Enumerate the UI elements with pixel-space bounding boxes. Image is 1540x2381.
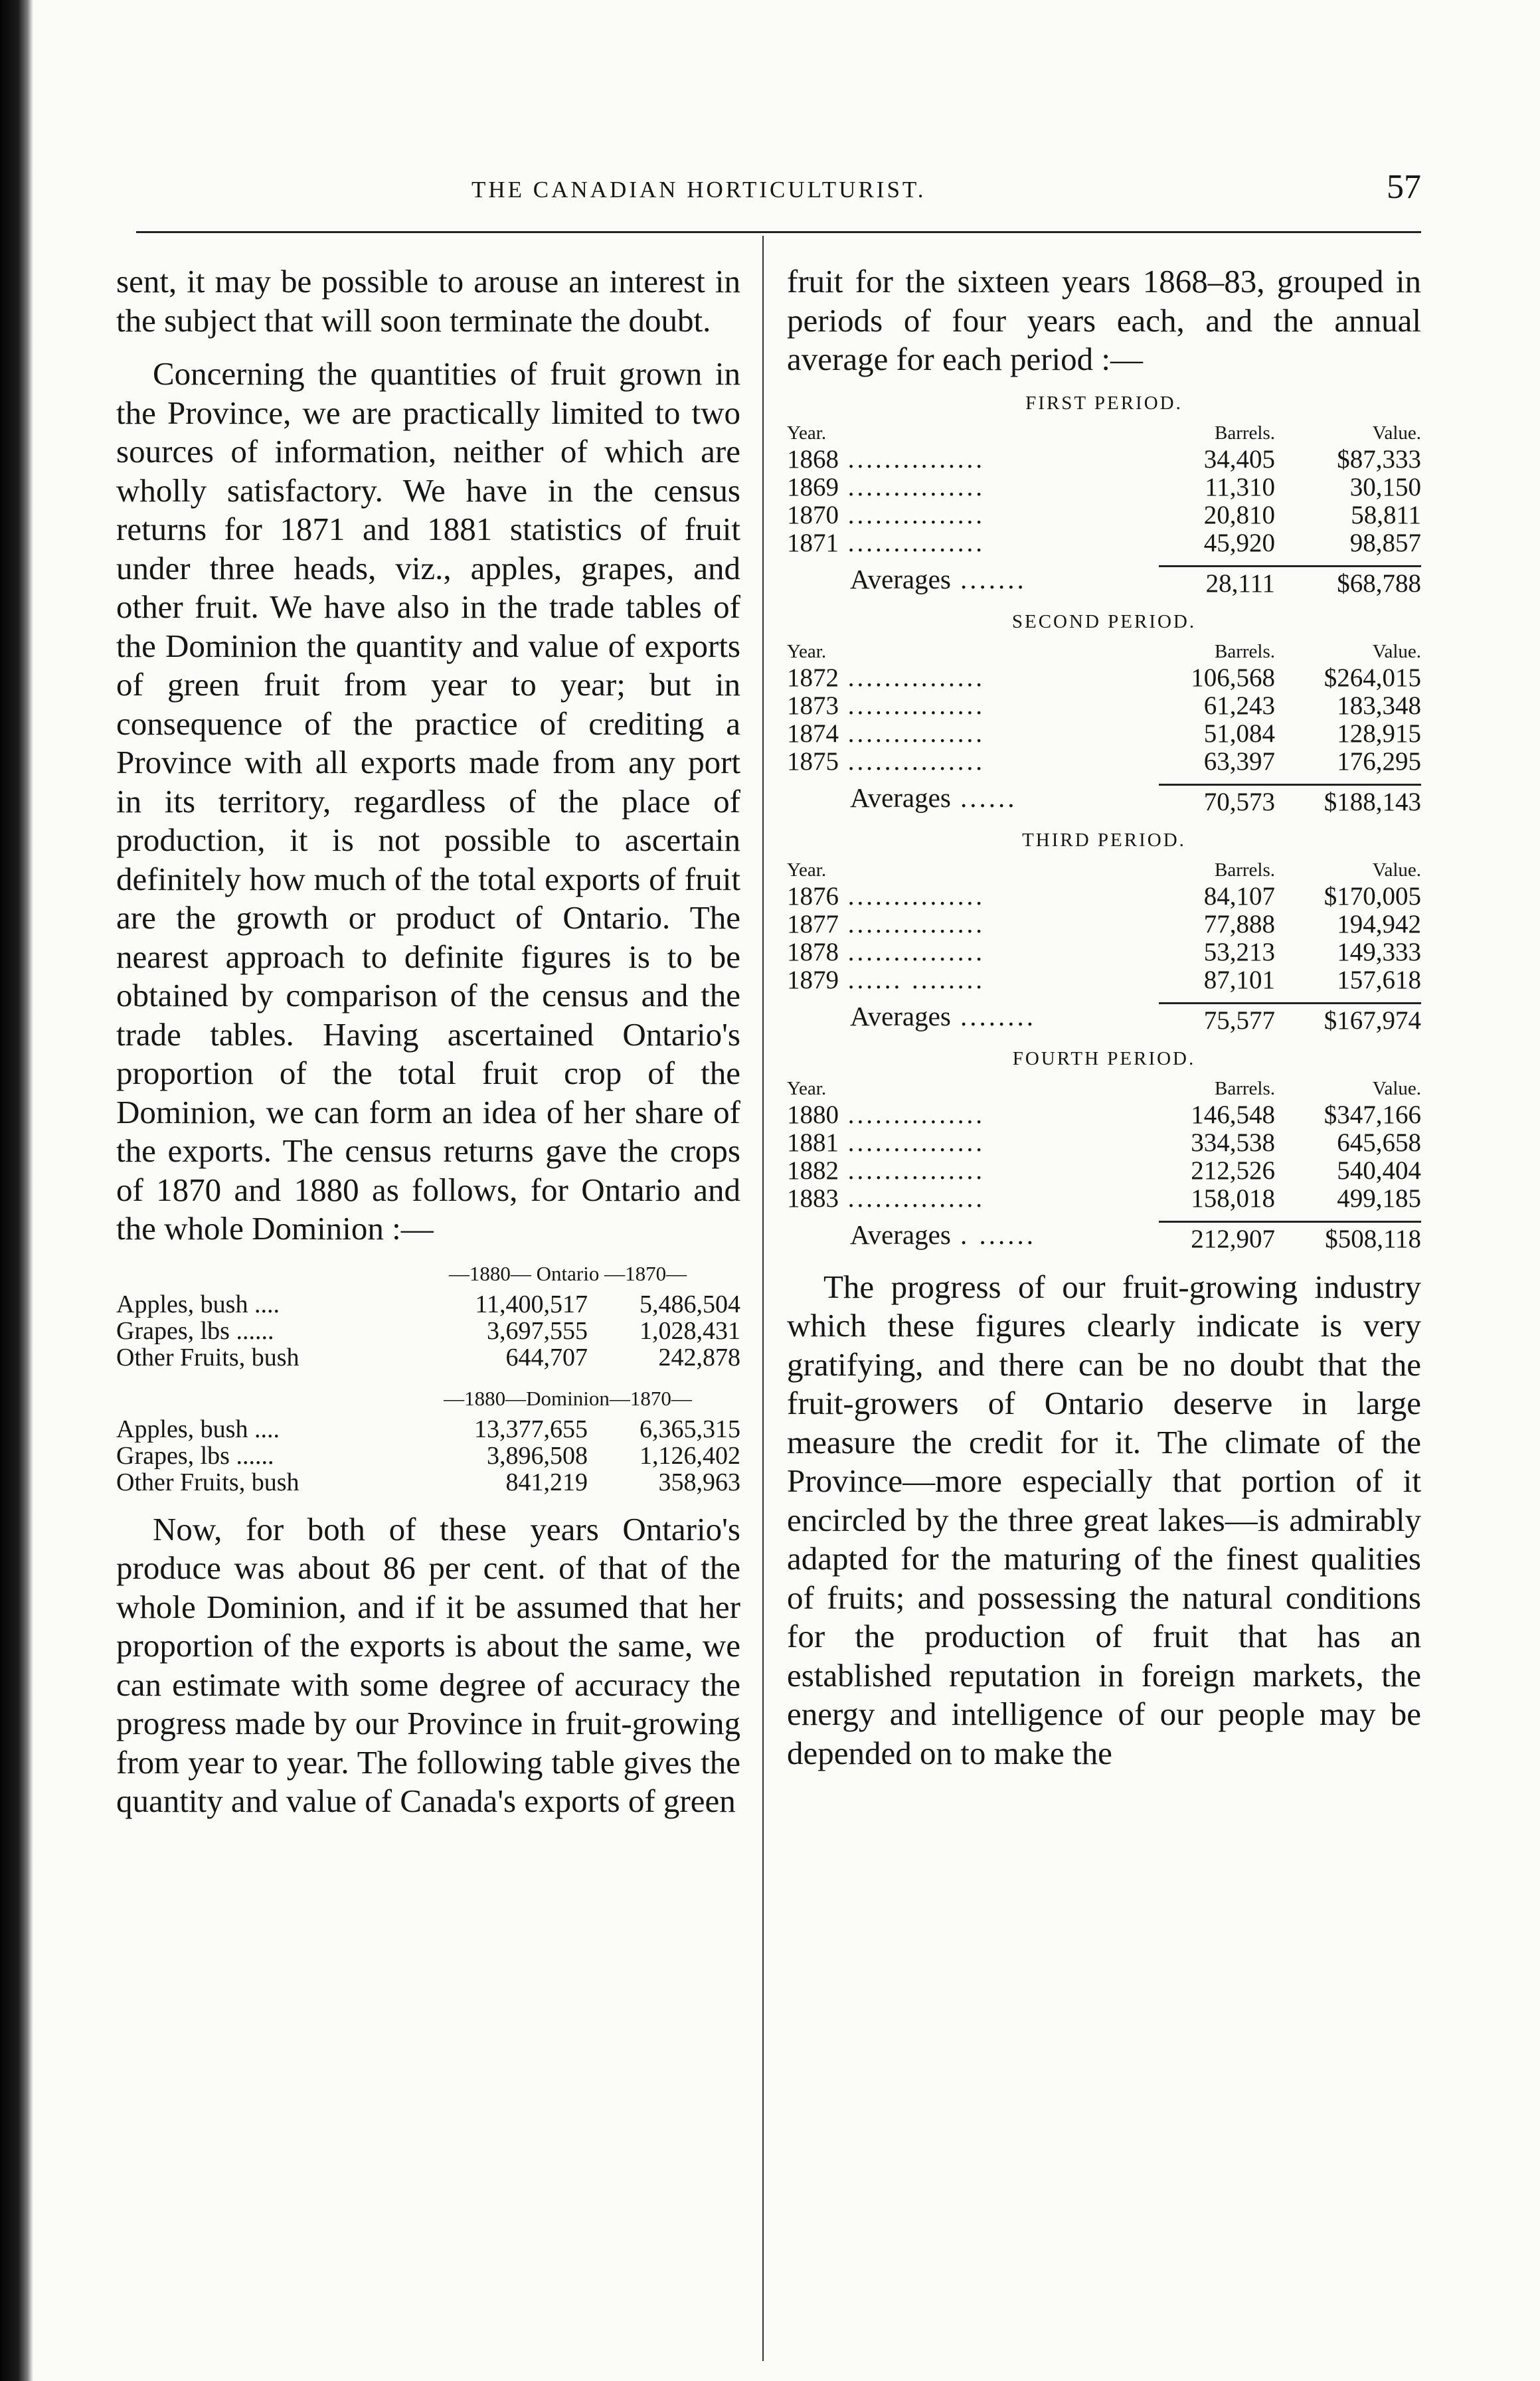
- table-row: 1881 ............... 334,538 645,658: [787, 1128, 1421, 1157]
- table-heading: —1880— Ontario —1870—: [448, 1261, 687, 1285]
- period-title: THIRD PERIOD.: [1022, 829, 1186, 851]
- table-row: Apples, bush .... 11,400,517 5,486,504: [116, 1290, 740, 1318]
- row-label: Other Fruits, bush: [116, 1468, 299, 1496]
- first-period-table: FIRST PERIOD. Year. Barrels. Value. 1868 ............... 34,405 $87,333 1869 ............... 11,310 30,150 1870 ............... 20,810 58,811 1871 ............... 45,920 98,857 Averages ....... 28,111 $68,788: [787, 390, 1421, 598]
- third-period-table: THIRD PERIOD. Year. Barrels. Value. 1876 ............... 84,107 $170,005 1877 ............... 77,888 194,942 1878 ............... 53,213 149,333 1879 ...... ........ 87,101 157,618 Averages ........ 75,577 $167,974: [787, 827, 1421, 1035]
- table-row: 1876 ............... 84,107 $170,005: [787, 881, 1421, 911]
- averages-row: Averages ...... 70,573 $188,143: [850, 783, 1421, 816]
- table-row: Other Fruits, bush 841,219 358,963: [116, 1468, 740, 1496]
- table-row: 1875 ............... 63,397 176,295: [787, 747, 1421, 776]
- table-row: 1873 ............... 61,243 183,348: [787, 691, 1421, 720]
- left-column: [116, 262, 740, 1821]
- row-label: Grapes, lbs ......: [116, 1441, 274, 1470]
- table-row: 1871 ............... 45,920 98,857: [787, 528, 1421, 557]
- table-row: Grapes, lbs ...... 3,697,555 1,028,431: [116, 1316, 740, 1345]
- table-row: 1883 ............... 158,018 499,185: [787, 1184, 1421, 1213]
- table-row: 1872 ............... 106,568 $264,015: [787, 663, 1421, 692]
- table-row: 1877 ............... 77,888 194,942: [787, 909, 1421, 938]
- table-row: 1870 ............... 20,810 58,811: [787, 500, 1421, 529]
- table-row: 1868 ............... 34,405 $87,333: [787, 444, 1421, 474]
- paragraph: Concerning the quantities of fruit grown in the Province, we are practically limited to two sources of information, neither of which are wholly satisfactory. We have in the census returns for 1871 and 1881 statistics of fruit under three heads, viz., apples, grapes, and other fruit. We have also in the trade tables of the Dominion the quantity and value of exports of green fruit from year to year; but in consequence of the practice of crediting a Province with all exports made from any port in its territory, regardless of the place of production, it is not possible to ascertain definitely how much of the total exports of fruit are the growth or product of Ontario. The nearest approach to definite figures is to be obtained by comparison of the census and the trade tables. Having ascertained Ontario's proportion of the total fruit crop of the Dominion, we can form an idea of her share of the exports. The census returns gave the crops of 1870 and 1880 as follows, for Ontario and the whole Dominion :—: [116, 355, 740, 1247]
- paragraph: Now, for both of these years Ontario's produce was about 86 per cent. of that of the whole Dominion, and if it be assumed that her proportion of the exports is about the same, we can estimate with some degree of accuracy the progress made by our Province in fruit-growing from year to year. The following table gives the quantity and value of Canada's exports of green: [116, 1510, 740, 1819]
- table-row: Apples, bush .... 13,377,655 6,365,315: [116, 1415, 740, 1443]
- table-row: 1869 ............... 11,310 30,150: [787, 472, 1421, 501]
- table-row: Other Fruits, bush 644,707 242,878: [116, 1343, 740, 1371]
- running-title: THE CANADIAN HORTICULTURIST.: [471, 177, 926, 203]
- paragraph: The progress of our fruit-growing industry which these figures clearly indicate is very gratifying, and there can be no doubt that the fruit-growers of Ontario deserve in large measure the credit for it. The climate of the Province—more especially that portion of it encircled by the three great lakes—is admirably adapted for the maturing of the finest qualities of fruits; and possessing the natural conditions for the production of fruit that has an established reputation in foreign markets, the energy and intelligence of our people may be depended on to make the: [787, 1268, 1421, 1771]
- table-heading: —1880—Dominion—1870—: [444, 1386, 692, 1410]
- period-title: FOURTH PERIOD.: [1012, 1047, 1196, 1069]
- period-title: FIRST PERIOD.: [1025, 392, 1183, 414]
- row-label: Other Fruits, bush: [116, 1343, 299, 1371]
- second-period-table: SECOND PERIOD. Year. Barrels. Value. 1872 ............... 106,568 $264,015 1873 ............... 61,243 183,348 1874 ............... 51,084 128,915 1875 ............... 63,397 176,295 Averages ...... 70,573 $188,143: [787, 608, 1421, 816]
- column-divider: [762, 236, 764, 2361]
- paragraph: fruit for the sixteen years 1868–83, grouped in periods of four years each, and the annual average for each period :—: [787, 263, 1421, 377]
- table-row: 1874 ............... 51,084 128,915: [787, 719, 1421, 748]
- paragraph: sent, it may be possible to arouse an interest in the subject that will soon terminate the doubt.: [116, 263, 740, 339]
- page-binding-edge: [0, 0, 33, 2381]
- right-column: [787, 262, 1421, 1773]
- table-row: Grapes, lbs ...... 3,896,508 1,126,402: [116, 1441, 740, 1470]
- table-row: 1880 ............... 146,548 $347,166: [787, 1100, 1421, 1129]
- table-row: 1882 ............... 212,526 540,404: [787, 1156, 1421, 1185]
- row-label: Apples, bush ....: [116, 1290, 280, 1318]
- page-header: [120, 167, 1421, 227]
- page-number: 57: [1387, 168, 1421, 206]
- averages-row: Averages ....... 28,111 $68,788: [850, 565, 1421, 598]
- ontario-crop-table: [116, 1261, 740, 1371]
- period-title: SECOND PERIOD.: [1011, 610, 1197, 632]
- row-label: Grapes, lbs ......: [116, 1316, 274, 1345]
- table-row: 1879 ...... ........ 87,101 157,618: [787, 965, 1421, 994]
- header-rule: [136, 231, 1421, 233]
- dominion-crop-table: [116, 1385, 740, 1496]
- table-row: 1878 ............... 53,213 149,333: [787, 937, 1421, 966]
- fourth-period-table: FOURTH PERIOD. Year. Barrels. Value. 1880 ............... 146,548 $347,166 1881 ............... 334,538 645,658 1882 ............... 212,526 540,404 1883 ............... 158,018 499,185 Averages . ...... 212,907 $508,118: [787, 1045, 1421, 1253]
- averages-row: Averages . ...... 212,907 $508,118: [850, 1220, 1421, 1253]
- averages-row: Averages ........ 75,577 $167,974: [850, 1002, 1421, 1035]
- row-label: Apples, bush ....: [116, 1415, 280, 1443]
